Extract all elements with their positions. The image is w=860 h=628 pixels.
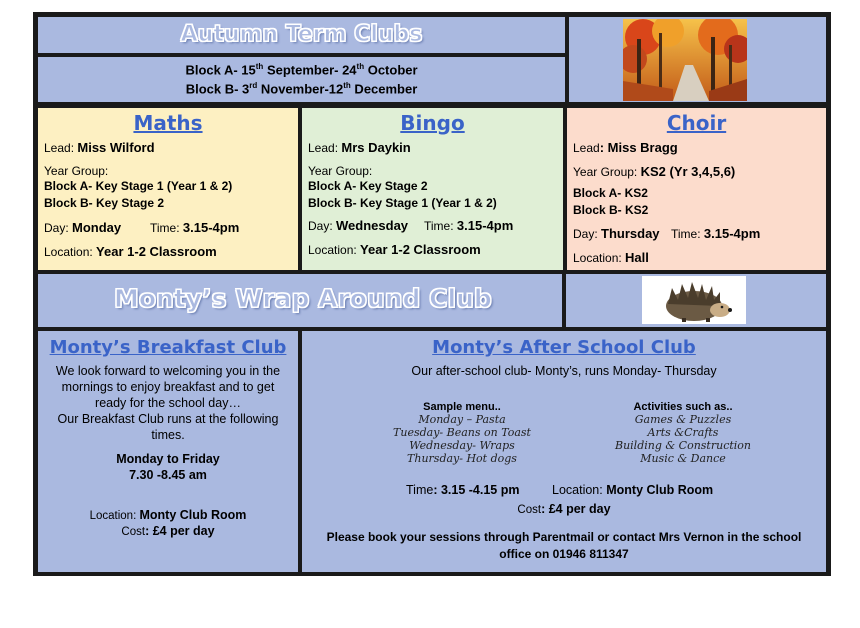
maths-block-a: Block A- Key Stage 1 (Year 1 & 2) <box>44 179 233 193</box>
wrap-around-title: Monty’s Wrap Around Club <box>114 284 492 313</box>
bingo-title: Bingo <box>400 111 465 135</box>
menu-heading: Sample menu.. <box>423 401 501 413</box>
breakfast-hours: 7.30 -8.45 am <box>129 468 207 482</box>
breakfast-runs: Our Breakfast Club runs at the following times. <box>57 412 279 442</box>
breakfast-club-panel <box>36 329 300 574</box>
hedgehog-image-frame <box>642 276 746 324</box>
menu-item: Wednesday- Wraps <box>409 439 515 452</box>
hedgehog-icon <box>642 276 746 324</box>
booking-info-line1: Please book your sessions through Parentmail or contact Mrs Vernon in the school <box>326 530 802 544</box>
activity-item: Arts &Crafts <box>647 426 719 439</box>
breakfast-location: Location: Monty Club Room <box>89 508 247 522</box>
bingo-day: Day: Wednesday <box>308 218 409 233</box>
maths-time: Time: 3.15-4pm <box>150 220 240 235</box>
after-school-cost: Cost: £4 per day <box>517 502 611 516</box>
bingo-block-a: Block A- Key Stage 2 <box>308 179 428 193</box>
breakfast-intro: We look forward to welcoming you in the mornings to enjoy breakfast and to get ready for the school day… <box>55 364 281 410</box>
menu-item: Thursday- Hot dogs <box>407 452 517 465</box>
activity-item: Building & Construction <box>614 439 751 452</box>
bingo-location: Location: Year 1-2 Classroom <box>308 242 481 257</box>
menu-item: Tuesday- Beans on Toast <box>393 426 531 439</box>
block-b-dates: Block B- 3rd November-12th December <box>185 81 418 97</box>
maths-location: Location: Year 1-2 Classroom <box>44 244 217 259</box>
page-title: Autumn Term Clubs <box>180 22 423 47</box>
choir-day: Day: Thursday <box>573 226 660 241</box>
after-school-time: Time: 3.15 -4.15 pm <box>406 483 520 497</box>
choir-club-panel <box>565 106 828 272</box>
wrap-around-banner <box>36 272 564 329</box>
autumn-photo-cell <box>567 15 828 104</box>
choir-block-a: Block A- KS2 <box>573 186 648 200</box>
choir-year-group: Year Group: KS2 (Yr 3,4,5,6) <box>573 164 736 179</box>
breakfast-cost: Cost: £4 per day <box>121 524 215 538</box>
booking-info-line2: office on 01946 811347 <box>499 547 629 561</box>
choir-block-b: Block B- KS2 <box>573 203 649 217</box>
choir-lead: Lead: Miss Bragg <box>573 140 678 155</box>
autumn-forest-path-image <box>623 19 747 101</box>
breakfast-days: Monday to Friday <box>116 452 220 466</box>
clubs-poster <box>33 12 831 576</box>
maths-club-panel <box>36 106 300 272</box>
choir-title: Choir <box>666 111 727 135</box>
block-dates <box>36 55 567 104</box>
bingo-year-group-label: Year Group: <box>308 164 373 178</box>
header-title-bar <box>36 15 567 55</box>
maths-day: Day: Monday <box>44 220 122 235</box>
after-school-intro: Our after-school club- Monty’s, runs Monday- Thursday <box>411 364 717 378</box>
maths-lead: Lead: Miss Wilford <box>44 140 155 155</box>
activity-item: Music & Dance <box>640 452 726 465</box>
choir-time: Time: 3.15-4pm <box>671 226 761 241</box>
breakfast-title: Monty’s Breakfast Club <box>49 337 287 358</box>
hedgehog-photo-cell <box>564 272 828 329</box>
menu-item: Monday – Pasta <box>418 413 506 426</box>
maths-year-group-label: Year Group: <box>44 164 109 178</box>
maths-title: Maths <box>133 111 203 135</box>
activities-heading: Activities such as.. <box>633 401 733 413</box>
block-a-dates: Block A- 15th September- 24th October <box>185 62 418 78</box>
bingo-lead: Lead: Mrs Daykin <box>308 140 411 155</box>
bingo-block-b: Block B- Key Stage 1 (Year 1 & 2) <box>308 196 497 210</box>
activities-list <box>598 401 768 465</box>
bingo-club-panel <box>300 106 565 272</box>
maths-block-b: Block B- Key Stage 2 <box>44 196 165 210</box>
sample-menu <box>382 401 542 465</box>
activity-item: Games & Puzzles <box>634 413 732 426</box>
choir-location: Location: Hall <box>573 250 649 265</box>
after-school-club-panel <box>300 329 828 574</box>
bingo-time: Time: 3.15-4pm <box>424 218 514 233</box>
after-school-location: Location: Monty Club Room <box>552 483 714 497</box>
after-school-title: Monty’s After School Club <box>432 337 696 358</box>
